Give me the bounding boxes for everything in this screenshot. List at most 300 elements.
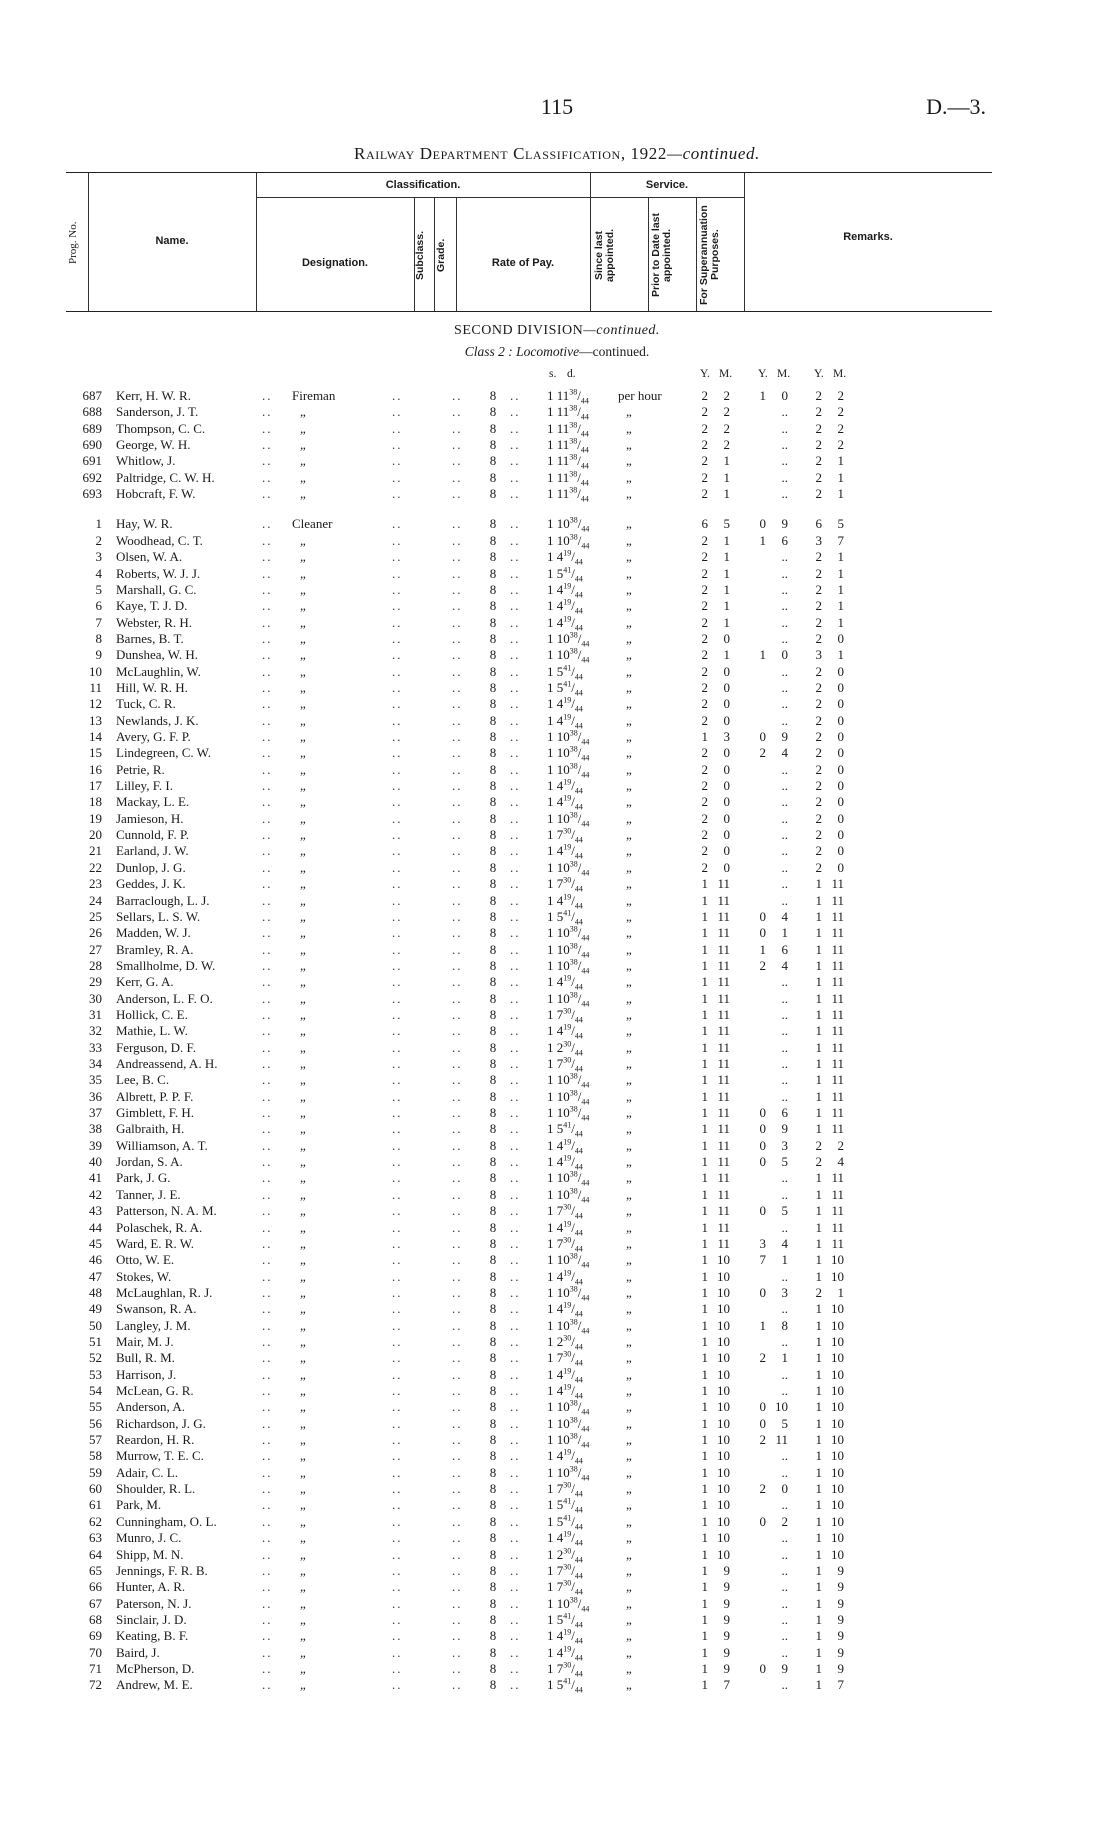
employee-name: Gimblett, F. H. [116,1105,195,1121]
super-years: 1 [815,1432,822,1448]
subclass: 8 [489,1333,497,1349]
prog-no: 68 [89,1611,102,1627]
leader-dots: .. [510,630,521,646]
employee-name: Lilley, F. I. [116,778,173,794]
table-row [0,516,1114,535]
designation: „ [300,827,306,843]
leader-dots: .. [392,1088,403,1104]
super-months: 0 [837,696,844,712]
designation: „ [300,437,306,453]
leader-dots: .. [392,565,403,581]
prog-no: 30 [89,990,102,1006]
leader-dots: .. [452,1268,463,1284]
rate-unit: „ [626,1628,632,1644]
since-months: 0 [723,761,730,777]
rate-unit: „ [626,990,632,1006]
designation: „ [300,1660,306,1676]
prior-years: 1 [759,647,766,663]
super-years: 2 [815,696,822,712]
super-years: 2 [815,388,822,403]
rate-unit: „ [626,1677,632,1693]
since-years: 1 [701,1219,708,1235]
leader-dots: .. [510,1023,521,1039]
leader-dots: .. [510,1546,521,1562]
designation: „ [300,1333,306,1349]
rate-of-pay: 1 $11^{38}/_{44}$ [547,469,589,488]
super-months: 11 [831,892,844,908]
prog-no: 3 [95,549,102,565]
table-row [0,1023,1114,1039]
prior-years: 1 [759,1317,766,1333]
leader-dots: .. [510,908,521,924]
designation: „ [300,1481,306,1497]
leader-dots: .. [452,1383,463,1398]
leader-dots: .. [452,1546,463,1562]
super-months: 11 [831,1170,844,1186]
rate-unit: „ [626,1448,632,1464]
leader-dots: .. [510,859,521,875]
leader-dots: .. [452,1137,463,1153]
since-years: 6 [701,516,708,532]
designation: „ [300,1170,306,1186]
designation: „ [300,810,306,826]
super-months: 0 [837,761,844,777]
leader-dots: .. [262,957,273,973]
leader-dots: .. [452,859,463,875]
prior-months: .. [781,1056,788,1071]
leader-dots: .. [510,1383,521,1398]
leader-dots: .. [510,1562,521,1578]
rate-of-pay: 1 $5^{41}/_{44}$ [547,1676,583,1695]
leader-dots: .. [262,1252,273,1268]
rate-of-pay: 1 $7^{30}/_{44}$ [547,1562,583,1581]
prog-no: 8 [95,630,102,646]
leader-dots: .. [510,1072,521,1088]
since-years: 2 [701,404,708,420]
leader-dots: .. [262,516,273,532]
subclass: 8 [489,1415,497,1431]
prog-no: 67 [89,1595,102,1611]
subclass: 8 [489,1039,497,1055]
leader-dots: .. [510,892,521,908]
super-years: 1 [815,1203,822,1219]
leader-dots: .. [392,696,403,712]
since-months: 11 [717,957,730,973]
rate-of-pay: 1 $4^{19}/_{44}$ [547,892,583,911]
prog-no: 28 [89,957,102,973]
table-row [0,1563,1114,1579]
leader-dots: .. [452,1628,463,1644]
leader-dots: .. [392,1432,403,1448]
rate-of-pay: 1 $4^{19}/_{44}$ [547,1644,583,1663]
section-title [0,323,1114,339]
leader-dots: .. [452,794,463,810]
leader-dots: .. [452,957,463,973]
leader-dots: .. [452,1301,463,1317]
since-months: 1 [723,581,730,597]
since-months: 11 [717,925,730,941]
rate-unit: „ [626,745,632,761]
page-number: 115 [540,94,574,119]
subclass: 8 [489,1562,497,1578]
rate-of-pay: 1 $4^{19}/_{44}$ [547,614,583,633]
leader-dots: .. [510,1252,521,1268]
prior-years: 0 [759,1137,766,1153]
leader-dots: .. [392,598,403,614]
prior-years: 1 [759,941,766,957]
prog-no: 37 [89,1105,102,1121]
subclass: 8 [489,876,497,892]
leader-dots: .. [262,827,273,843]
prog-no: 33 [89,1039,102,1055]
designation: „ [300,1186,306,1202]
rate-unit: „ [626,1350,632,1366]
subclass: 8 [489,1268,497,1284]
prior-months: 0 [781,647,788,663]
leader-dots: .. [262,974,273,990]
leader-dots: .. [392,1595,403,1611]
since-months: 10 [717,1268,730,1284]
since-months: 1 [723,549,730,565]
prior-years: 2 [759,1432,766,1448]
since-years: 2 [701,598,708,614]
leader-dots: .. [262,1497,273,1513]
since-years: 2 [701,794,708,810]
prog-no: 62 [89,1513,102,1529]
leader-dots: .. [510,598,521,614]
designation: „ [300,679,306,695]
subclass: 8 [489,827,497,843]
rate-of-pay: 1 $10^{38}/_{44}$ [547,1415,590,1434]
leader-dots: .. [510,1677,521,1693]
table-row [0,1318,1114,1334]
super-months: 0 [837,663,844,679]
subclass: 8 [489,1235,497,1251]
prior-months: 1 [781,1350,788,1366]
leader-dots: .. [452,420,463,436]
leader-dots: .. [262,453,273,469]
table-row [0,664,1114,680]
leader-dots: .. [262,1432,273,1448]
prog-no: 49 [89,1301,102,1317]
super-years: 2 [815,794,822,810]
leader-dots: .. [392,1350,403,1366]
rate-unit: „ [626,810,632,826]
leader-dots: .. [392,974,403,990]
designation: „ [300,1628,306,1644]
since-months: 9 [723,1562,730,1578]
rate-of-pay: 1 $4^{19}/_{44}$ [547,1529,583,1548]
rate-of-pay: 1 $4^{19}/_{44}$ [547,1137,583,1156]
table-row [0,1448,1114,1464]
table-row [0,1677,1114,1693]
employee-name: Keating, B. F. [116,1628,189,1644]
leader-dots: .. [452,712,463,728]
rate-unit: „ [626,1121,632,1137]
since-years: 1 [701,990,708,1006]
super-years: 1 [815,1366,822,1382]
super-months: 11 [831,908,844,924]
table-row [0,1252,1114,1268]
super-months: 10 [831,1513,844,1529]
employee-name: Murrow, T. E. C. [116,1448,204,1464]
subclass: 8 [489,1595,497,1611]
since-years: 2 [701,647,708,663]
rate-unit: „ [626,1333,632,1349]
employee-name: Olsen, W. A. [116,549,183,565]
rate-unit: „ [626,532,632,548]
title-continued: —continued. [666,144,760,163]
leader-dots: .. [510,794,521,810]
rate-of-pay: 1 $7^{30}/_{44}$ [547,1006,583,1025]
since-months: 11 [717,1203,730,1219]
since-months: 10 [717,1513,730,1529]
rate-of-pay: 1 $7^{30}/_{44}$ [547,875,583,894]
super-years: 1 [815,1383,822,1398]
prior-months: 4 [781,908,788,924]
since-years: 1 [701,1415,708,1431]
super-years: 1 [815,1464,822,1480]
designation: „ [300,1366,306,1382]
super-months: 0 [837,794,844,810]
leader-dots: .. [452,437,463,453]
since-months: 10 [717,1284,730,1300]
employee-name: Sinclair, J. D. [116,1611,187,1627]
super-years: 1 [815,941,822,957]
leader-dots: .. [262,1056,273,1071]
subclass: 8 [489,810,497,826]
designation: „ [300,1611,306,1627]
prog-no: 10 [89,663,102,679]
since-months: 1 [723,469,730,485]
rate-unit: „ [626,549,632,565]
subclass: 8 [489,745,497,761]
leader-dots: .. [452,565,463,581]
super-months: 2 [837,1137,844,1153]
prog-no: 53 [89,1366,102,1382]
table-row [0,762,1114,778]
super-months: 11 [831,974,844,990]
leader-dots: .. [392,1301,403,1317]
rate-of-pay: 1 $5^{41}/_{44}$ [547,908,583,927]
subclass: 8 [489,1611,497,1627]
prog-no: 11 [89,679,102,695]
employee-name: Adair, C. L. [116,1464,178,1480]
prior-months: .. [781,581,788,597]
designation: „ [300,1006,306,1022]
leader-dots: .. [392,1497,403,1513]
unit-since-years: Y. [700,368,710,380]
prog-no: 26 [89,925,102,941]
rate-unit: „ [626,892,632,908]
leader-dots: .. [510,1235,521,1251]
rate-unit: „ [626,663,632,679]
since-years: 1 [701,1350,708,1366]
subclass: 8 [489,729,497,744]
employee-name: Jamieson, H. [116,810,184,826]
prog-no: 689 [82,420,102,436]
leader-dots: .. [262,1628,273,1644]
rate-of-pay: 1 $4^{19}/_{44}$ [547,1300,583,1319]
leader-dots: .. [392,957,403,973]
since-months: 11 [717,974,730,990]
super-years: 2 [815,1137,822,1153]
super-years: 1 [815,1317,822,1333]
prior-months: .. [781,565,788,581]
class-subtitle [0,344,1114,360]
designation: „ [300,469,306,485]
rate-of-pay: 1 $11^{38}/_{44}$ [547,453,589,471]
rate-unit: „ [626,1530,632,1546]
prior-months: .. [781,598,788,614]
leader-dots: .. [452,1235,463,1251]
since-months: 2 [723,420,730,436]
rate-of-pay: 1 $7^{30}/_{44}$ [547,1578,583,1597]
prior-months: .. [781,1039,788,1055]
rate-of-pay-header: Rate of Pay. [491,257,555,269]
rate-of-pay: 1 $4^{19}/_{44}$ [547,548,583,567]
table-row [0,893,1114,909]
super-months: 10 [831,1317,844,1333]
rate-of-pay: 1 $4^{19}/_{44}$ [547,581,583,600]
super-months: 2 [837,420,844,436]
super-months: 2 [837,388,844,403]
prior-months: .. [781,1448,788,1464]
name-header: Name. [155,235,189,247]
leader-dots: .. [262,598,273,614]
leader-dots: .. [262,1513,273,1529]
rate-of-pay: 1 $5^{41}/_{44}$ [547,1611,583,1630]
leader-dots: .. [262,876,273,892]
since-months: 10 [717,1530,730,1546]
since-months: 11 [717,941,730,957]
leader-dots: .. [510,663,521,679]
super-months: 11 [831,1121,844,1137]
super-months: 10 [831,1383,844,1398]
rate-of-pay: 1 $10^{38}/_{44}$ [547,859,590,878]
leader-dots: .. [392,745,403,761]
leader-dots: .. [452,1481,463,1497]
prior-months: .. [781,1644,788,1660]
prog-no: 688 [82,404,102,420]
super-years: 2 [815,581,822,597]
leader-dots: .. [452,516,463,532]
designation: „ [300,794,306,810]
prior-months: .. [781,1595,788,1611]
table-row [0,1547,1114,1563]
leader-dots: .. [262,990,273,1006]
super-years: 2 [815,565,822,581]
employee-name: Park, M. [116,1497,162,1513]
prog-no: 15 [89,745,102,761]
employee-name: Mair, M. J. [116,1333,174,1349]
subclass: 8 [489,1284,497,1300]
super-years: 1 [815,1611,822,1627]
subclass: 8 [489,581,497,597]
leader-dots: .. [392,1154,403,1170]
super-years: 1 [815,1268,822,1284]
table-row [0,1367,1114,1383]
super-months: 4 [837,1154,844,1170]
leader-dots: .. [262,712,273,728]
since-months: 0 [723,712,730,728]
leader-dots: .. [392,516,403,532]
table-row [0,745,1114,761]
prior-years: 0 [759,1105,766,1121]
super-years: 1 [815,1644,822,1660]
prog-no: 687 [82,388,102,403]
prog-no: 58 [89,1448,102,1464]
table-row [0,1236,1114,1252]
super-months: 11 [831,990,844,1006]
since-months: 11 [717,876,730,892]
prior-months: .. [781,1023,788,1039]
prior-months: 5 [781,1415,788,1431]
subclass: 8 [489,1432,497,1448]
rate-of-pay: 1 $7^{30}/_{44}$ [547,826,583,845]
leader-dots: .. [392,712,403,728]
prior-months: 3 [781,1137,788,1153]
table-row [0,615,1114,631]
leader-dots: .. [262,1677,273,1693]
since-months: 10 [717,1366,730,1382]
since-months: 1 [723,565,730,581]
rate-of-pay: 1 $10^{38}/_{44}$ [547,957,590,976]
subclass: 8 [489,1481,497,1497]
since-months: 2 [723,404,730,420]
since-months: 9 [723,1579,730,1595]
leader-dots: .. [392,404,403,420]
leader-dots: .. [452,1154,463,1170]
table-row [0,876,1114,892]
rate-unit: „ [626,469,632,485]
since-years: 1 [701,1186,708,1202]
super-months: 10 [831,1252,844,1268]
leader-dots: .. [452,1121,463,1137]
rate-of-pay: 1 $4^{19}/_{44}$ [547,1022,583,1041]
super-months: 7 [837,1677,844,1693]
employee-name: Ferguson, D. F. [116,1039,196,1055]
designation: „ [300,974,306,990]
prog-no: 50 [89,1317,102,1333]
prior-months: .. [781,1579,788,1595]
unit-prior-years: Y. [758,368,768,380]
subclass: 8 [489,990,497,1006]
prior-months: .. [781,1562,788,1578]
employee-name: Richardson, J. G. [116,1415,206,1431]
leader-dots: .. [510,1644,521,1660]
table-row [0,1121,1114,1137]
super-months: 10 [831,1497,844,1513]
subclass: 8 [489,1186,497,1202]
since-months: 10 [717,1301,730,1317]
super-years: 1 [815,1039,822,1055]
since-years: 1 [701,1333,708,1349]
rate-of-pay: 1 $4^{19}/_{44}$ [547,843,583,862]
since-years: 1 [701,729,708,744]
designation: „ [300,1530,306,1546]
since-months: 1 [723,453,730,469]
prog-no: 38 [89,1121,102,1137]
subclass: 8 [489,1301,497,1317]
leader-dots: .. [510,437,521,453]
prog-no: 23 [89,876,102,892]
super-years: 2 [815,712,822,728]
super-years: 1 [815,1219,822,1235]
leader-dots: .. [452,1497,463,1513]
title-main: Railway Department Classification, 1922 [354,144,667,163]
since-months: 11 [717,1056,730,1071]
